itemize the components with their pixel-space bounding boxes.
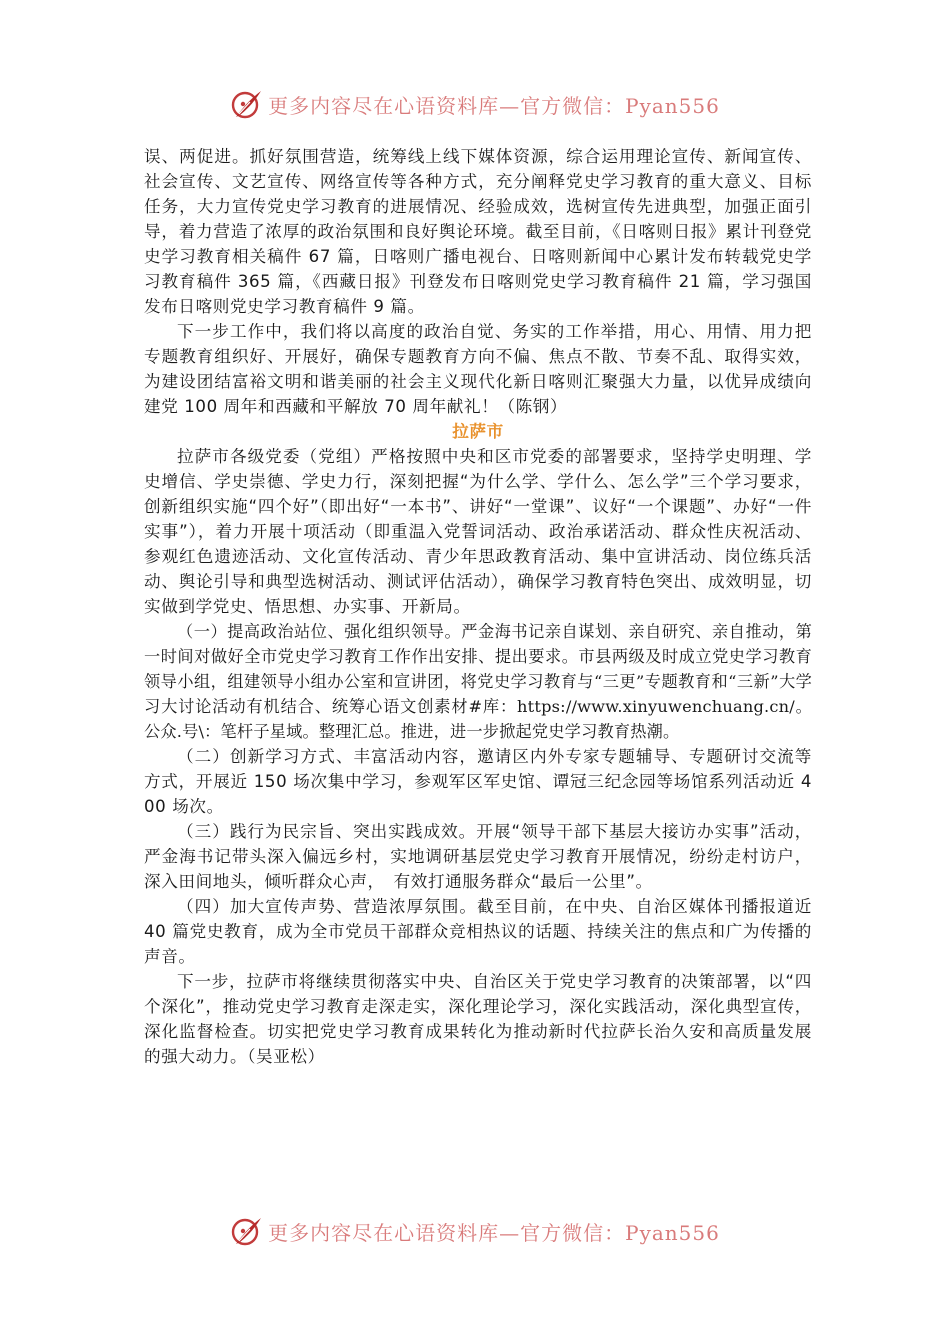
- paragraph-lhasa-next: 下一步，拉萨市将继续贯彻落实中央、自治区关于党史学习教育的决策部署，以“四个深化”，推动党史学习教育走深走实，深化理论学习，深化实践活动，深化典型宣传，深化监督检查。切实把党史学习教育成果转化为推动新时代拉萨长治久安和高质量发展的强大动力。（吴亚松）: [144, 972, 812, 1066]
- footer-banner: [0, 1211, 950, 1251]
- banner-text: 更多内容尽在心语资料库—官方微信：Pyan556: [268, 93, 720, 118]
- paragraph-media-summary: 误、两促进。抓好氛围营造，统筹线上线下媒体资源，综合运用理论宣传、新闻宣传、社会宣传、文艺宣传、网络宣传等各种方式，充分阐释党史学习教育的重大意义、目标任务，大力宣传党史学习教育的进展情况、经验成效，选树宣传先进典型，加强正面引导，着力营造了浓厚的政治氛围和良好舆论环境。截至目前，《日喀则日报》累计刊登党史学习教育相关稿件 67 篇，日喀则广播电视台、日喀则新闻中心累计发布转载党史学习教育稿件 365 篇，《西藏日报》刊登发布日喀则党史学习教育稿件 21 篇，学习强国发布日喀则党史学习教育稿件 9 篇。: [144, 147, 812, 316]
- paragraph-item-4: （四）加大宣传声势、营造浓厚氛围。截至目前，在中央、自治区媒体刊播报道近 40 篇党史教育，成为全市党员干部群众竞相热议的话题、持续关注的焦点和广为传播的声音。: [144, 897, 812, 966]
- paragraph-lhasa-intro: 拉萨市各级党委（党组）严格按照中央和区市党委的部署要求，坚持学史明理、学史增信、学史崇德、学史力行，深刻把握“为什么学、学什么、怎么学”三个学习要求，创新组织实施“四个好”（即出好“一本书”、讲好“一堂课”、议好“一个课题”、办好“一件实事”），着力开展十项活动（即重温入党誓词活动、政治承诺活动、群众性庆祝活动、参观红色遗迹活动、文化宣传活动、青少年思政教育活动、集中宣讲活动、岗位练兵活动、舆论引导和典型选树活动、测试评估活动），确保学习教育特色突出、成效明显，切实做到学党史、悟思想、办实事、开新局。: [144, 447, 812, 616]
- paragraph-next-steps: 下一步工作中，我们将以高度的政治自觉、务实的工作举措，用心、用情、用力把专题教育组织好、开展好，确保专题教育方向不偏、焦点不散、节奏不乱、取得实效，为建设团结富裕文明和谐美丽的社会主义现代化新日喀则汇聚强大力量，以优异成绩向建党 100 周年和西藏和平解放 70 周年献礼！（陈钢）: [144, 322, 812, 416]
- paragraph-item-3: （三）践行为民宗旨、突出实践成效。开展“领导干部下基层大接访办实事”活动，严金海书记带头深入偏远乡村，实地调研基层党史学习教育开展情况，纷纷走村访户，深入田间地头，倾听群众心声， 有效打通服务群众“最后一公里”。: [144, 822, 812, 891]
- quill-logo-icon: [230, 1214, 264, 1248]
- banner-text: 更多内容尽在心语资料库—官方微信：Pyan556: [268, 1220, 720, 1245]
- header-banner: [0, 84, 950, 124]
- quill-logo-icon: [230, 87, 264, 121]
- paragraph-item-1: （一）提高政治站位、强化组织领导。严金海书记亲自谋划、亲自研究、亲自推动，第一时间对做好全市党史学习教育工作作出安排、提出要求。市县两级及时成立党史学习教育领导小组，组建领导小组办公室和宣讲团，将党史学习教育与“三更”专题教育和“三新”大学习大讨论活动有机结合、统筹心语文创素材#库：https://www.xinyuwenchuang.cn/。公众.号\：笔杆子星域。整理汇总。推进，进一步掀起党史学习教育热潮。: [144, 622, 812, 741]
- paragraph-item-2: （二）创新学习方式、丰富活动内容，邀请区内外专家专题辅导、专题研讨交流等方式，开展近 150 场次集中学习，参观军区军史馆、谭冠三纪念园等场馆系列活动近 400 场次。: [144, 747, 812, 816]
- document-body: [144, 144, 812, 1069]
- section-heading-lhasa: 拉萨市: [452, 422, 504, 441]
